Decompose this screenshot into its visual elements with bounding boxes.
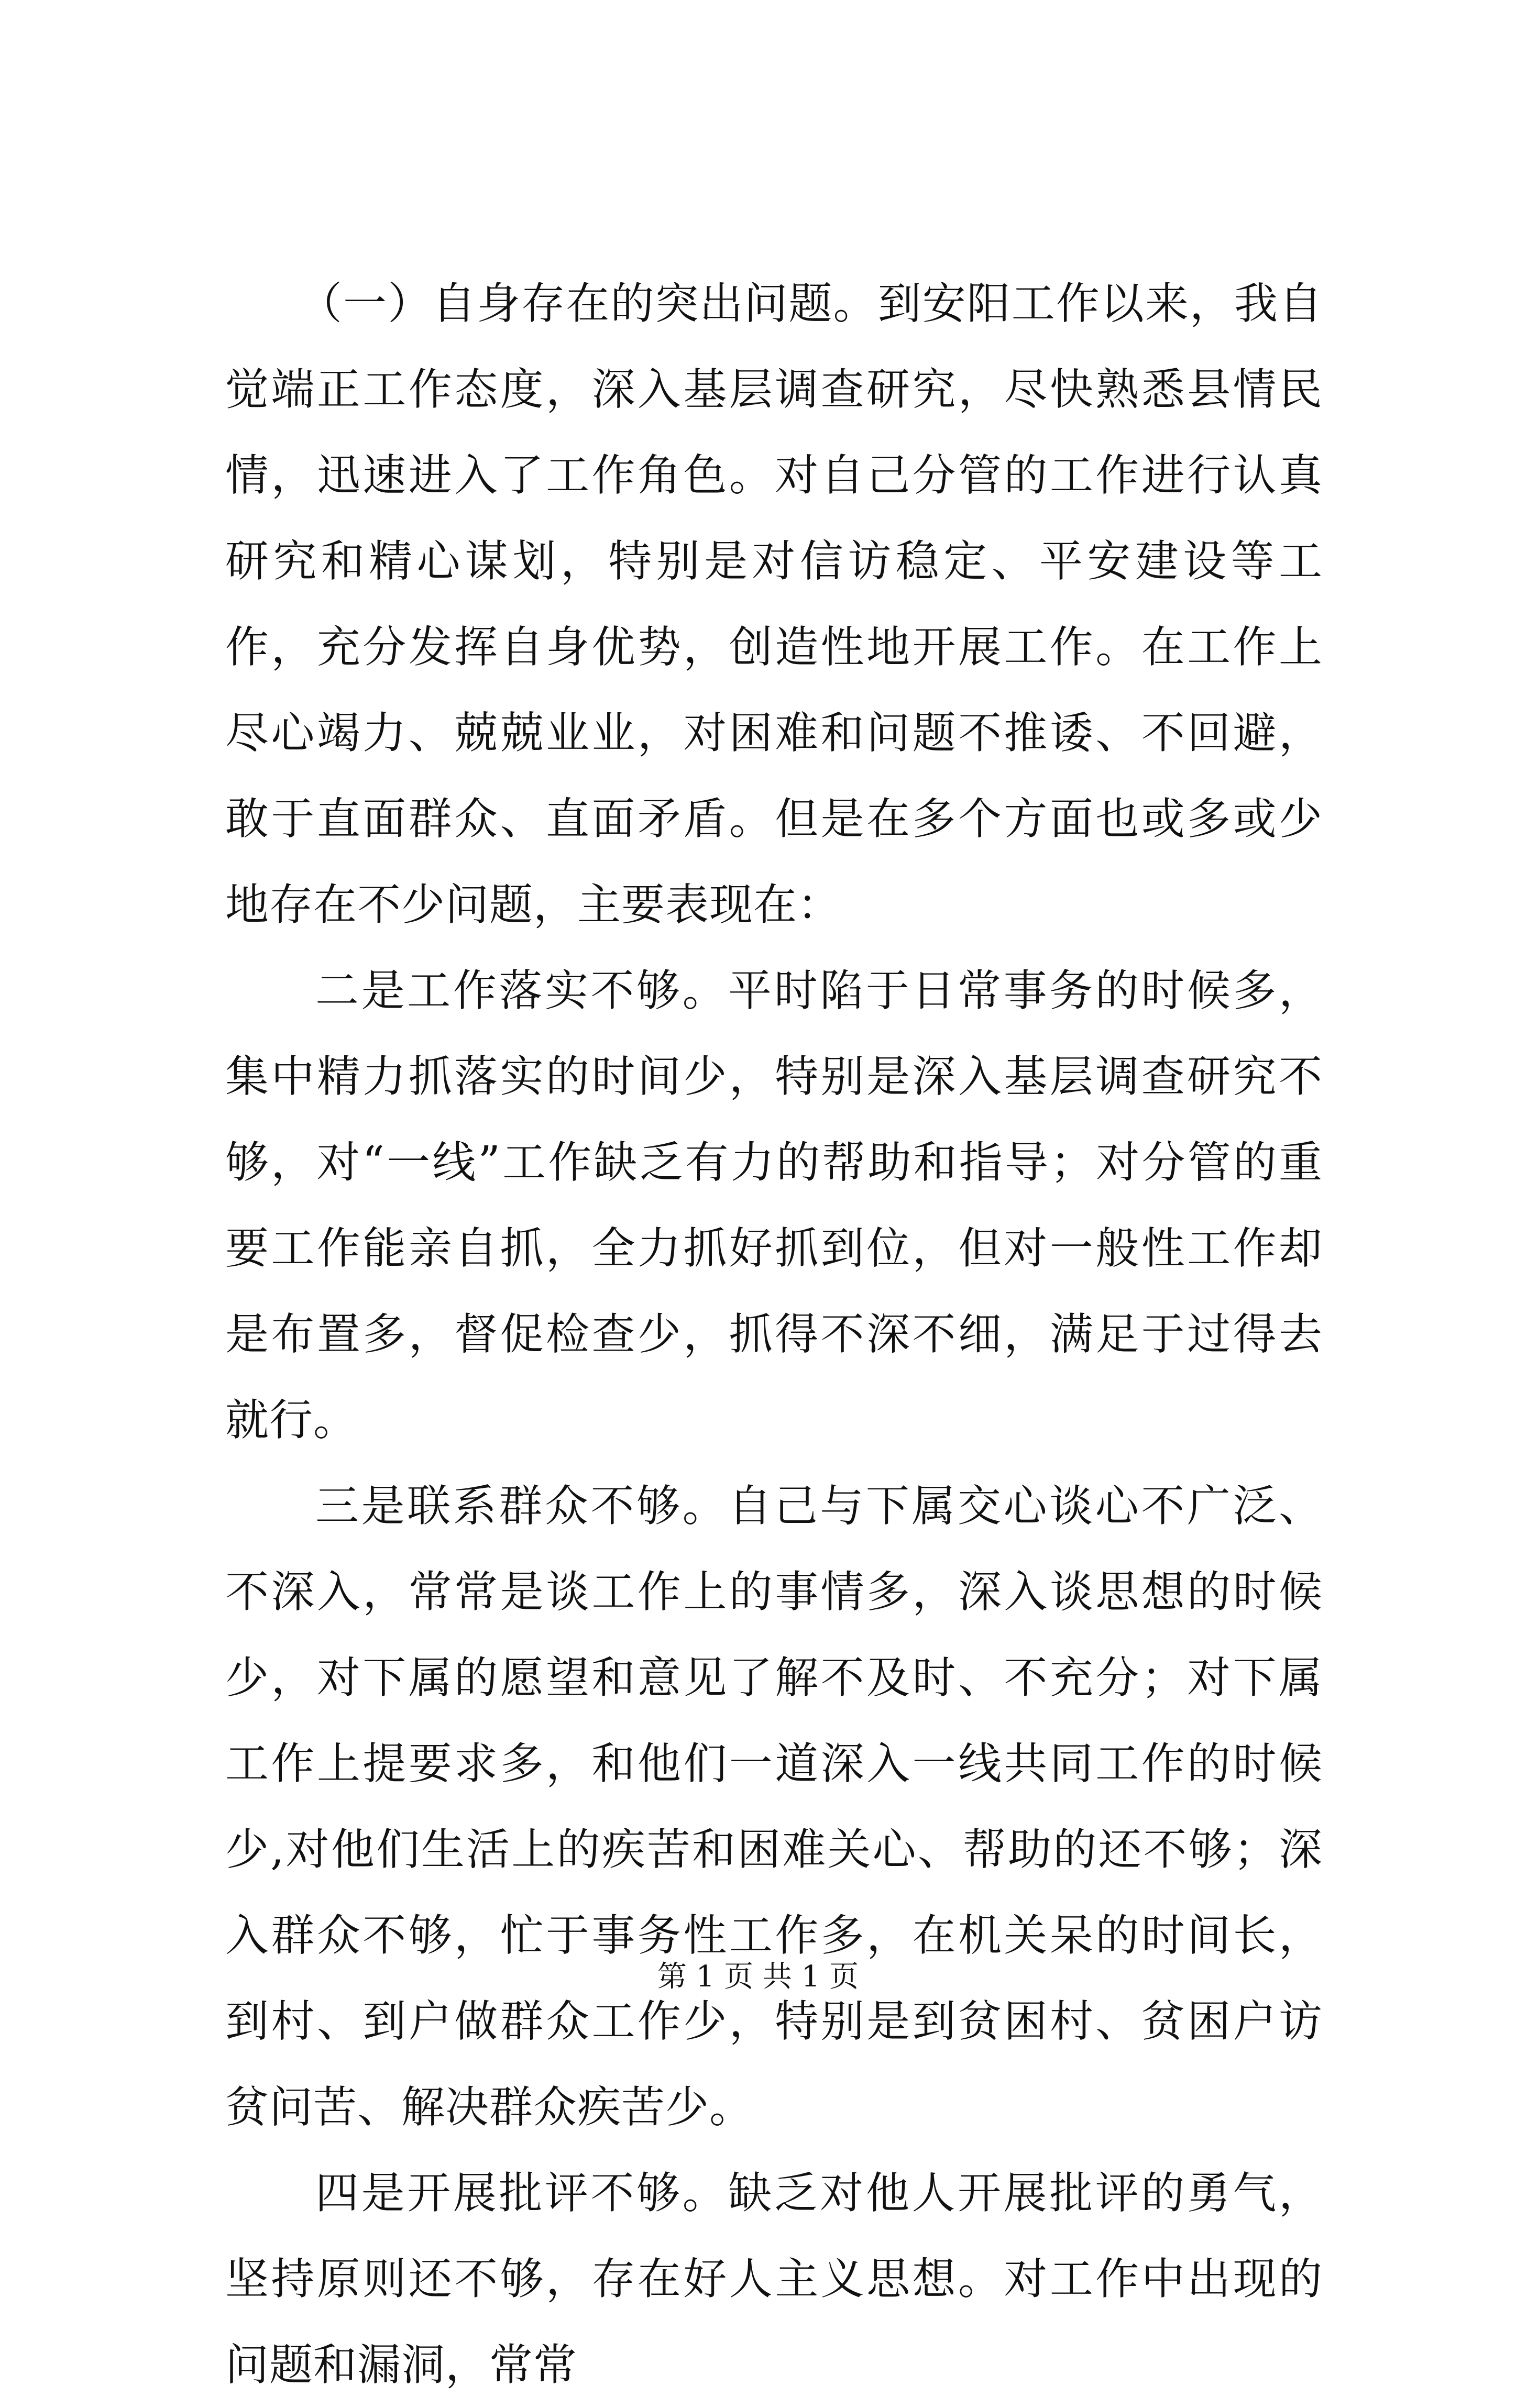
paragraph-work-implementation: 二是工作落实不够。平时陷于日常事务的时候多，集中精力抓落实的时间少，特别是深入基层调查研究不够，对“一线”工作缺乏有力的帮助和指导；对分管的重要工作能亲自抓，全力抓好抓到位，但对一般性工作却是布置多，督促检查少，抓得不深不细，满足于过得去就行。 [225, 965, 1323, 1445]
paragraph-contact-masses: 三是联系群众不够。自己与下属交心谈心不广泛、不深入，常常是谈工作上的事情多，深入谈思想的时候少，对下属的愿望和意见了解不及时、不充分；对下属工作上提要求多，和他们一道深入一线共同工作的时候少,对他们生活上的疾苦和困难关心、帮助的还不够；深入群众不够，忙于事务性工作多，在机关呆的时间长，到村、到户做群众工作少，特别是到贫困村、贫困户访贫问苦、解决群众疾苦少。 [225, 1481, 1323, 2133]
paragraph-self-problems: （一）自身存在的突出问题。到安阳工作以来，我自觉端正工作态度，深入基层调查研究，尽快熟悉县情民情，迅速进入了工作角色。对自己分管的工作进行认真研究和精心谋划，特别是对信访稳定、平安建设等工作，充分发挥自身优势，创造性地开展工作。在工作上尽心竭力、兢兢业业，对困难和问题不推诿、不回避，敢于直面群众、直面矛盾。但是在多个方面也或多或少地存在不少问题，主要表现在： [225, 278, 1323, 930]
document-body [225, 261, 1323, 2408]
page-footer: 第 1 页 共 1 页 [657, 1960, 859, 1994]
paragraph-criticism: 四是开展批评不够。缺乏对他人开展批评的勇气，坚持原则还不够，存在好人主义思想。对工作中出现的问题和漏洞，常常 [225, 2168, 1323, 2390]
